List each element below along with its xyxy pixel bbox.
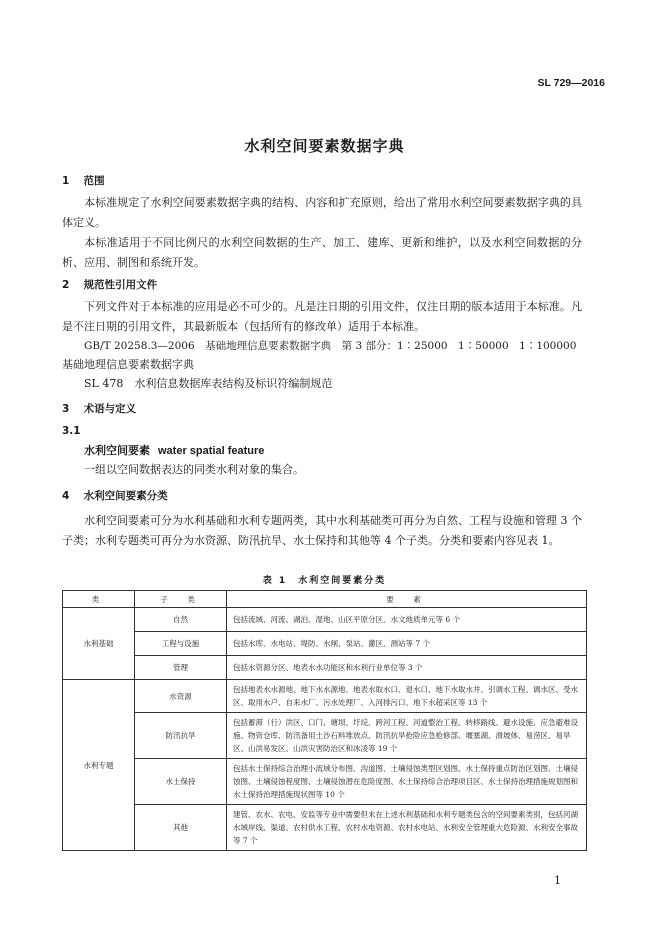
term-entry bbox=[62, 441, 624, 461]
section-2-heading bbox=[62, 277, 157, 292]
subsection-3-1: 3.1 bbox=[62, 425, 81, 437]
term-definition: 一组以空间数据表达的同类水利对象的集合。 bbox=[84, 463, 304, 476]
subcategory-cell: 其他 bbox=[135, 805, 227, 851]
section-4-heading bbox=[62, 488, 168, 503]
elements-cell: 包括地表水水源地、地下水水源地、地表水取水口、退水口、地下水取水井、引调水工程、调水区、受水区、取用水户、自来水厂、污水处理厂、入河排污口、地下水超采区等 13 个 bbox=[227, 680, 587, 713]
elements-cell: 包括蓄滞（行）洪区、口门、塘坝、圩垸、跨河工程、河道整治工程、转移路线、避水设施、应急避难设施、物资仓库、防汛备用土沙石料堆放点、防汛抗旱抢险应急抢修部、堰塞湖、滑坡体、易涝区、易旱区、山洪易发区、山洪灾害防治区和冰凌等 19 个 bbox=[227, 713, 587, 759]
section-number: 4 bbox=[62, 490, 70, 502]
section-title: 术语与定义 bbox=[83, 403, 137, 415]
table-caption: 表 1 水利空间要素分类 bbox=[262, 576, 387, 586]
table-row bbox=[63, 608, 587, 632]
subcategory-cell: 管理 bbox=[135, 656, 227, 680]
table-row bbox=[63, 680, 587, 713]
section-title: 范围 bbox=[83, 175, 105, 187]
section-1-heading bbox=[62, 173, 105, 188]
subcategory-cell: 水资源 bbox=[135, 680, 227, 713]
scope-paragraph-2: 本标准适用于不同比例尺的水利空间数据的生产、加工、建库、更新和维护，以及水利空间数据的分析、应用、制图和系统开发。 bbox=[62, 236, 582, 269]
term-english: water spatial feature bbox=[158, 445, 265, 457]
section-3-heading bbox=[62, 401, 136, 416]
section-title: 规范性引用文件 bbox=[83, 279, 158, 291]
classification-table bbox=[62, 590, 587, 851]
document-title: 水利空间要素数据字典 bbox=[244, 137, 405, 155]
references-intro: 下列文件对于本标准的应用是必不可少的。凡是注日期的引用文件，仅注日期的版本适用于本标准。凡是不注日期的引用文件，其最新版本（包括所有的修改单）适用于本标准。 bbox=[62, 300, 582, 333]
subcategory-cell: 防汛抗旱 bbox=[135, 713, 227, 759]
elements-cell: 建管、农水、农电、安监等专业中需要但未在上述水利基础和水利专题类包含的空间要素类别，包括河湖水域岸线、渠道、农村供水工程、农村水电资源、农村水电站、水利安全管理重大危险源、水利安全事故等 7 个 bbox=[227, 805, 587, 851]
section-number: 3 bbox=[62, 403, 70, 415]
classification-paragraph: 水利空间要素可分为水利基础和水利专题两类，其中水利基础类可再分为自然、工程与设施和管理 3 个子类；水利专题类可再分为水资源、防汛抗旱、水土保持和其他等 4 个子类。分类和要素内容见表 1。 bbox=[62, 514, 582, 547]
section-number: 2 bbox=[62, 279, 70, 291]
header-subcategory: 子 类 bbox=[135, 591, 227, 608]
reference-gbt-20258: GB/T 20258.3—2006 基础地理信息要素数据字典 第 3 部分：1∶25000 1∶50000 1∶100000 bbox=[84, 340, 577, 352]
document-code: SL 729—2016 bbox=[537, 77, 605, 89]
table-row bbox=[63, 632, 587, 656]
header-elements: 要 素 bbox=[227, 591, 587, 608]
elements-cell: 包括水土保持综合治理小流域分布图、沟道图、土壤侵蚀类型区划图、水土保持重点防治区划图、土壤侵蚀图、土壤侵蚀程度图、土壤侵蚀潜在危险度图、水土保持综合治理项目区、水土保持治理措施规划图和水土保持治理措施现状图等 10 个 bbox=[227, 759, 587, 805]
subcategory-cell: 工程与设施 bbox=[135, 632, 227, 656]
category-cell: 水利基础 bbox=[63, 608, 135, 680]
table-row bbox=[63, 759, 587, 805]
table-header-row bbox=[63, 591, 587, 608]
table-row bbox=[63, 713, 587, 759]
table-row bbox=[63, 805, 587, 851]
term-chinese: 水利空间要素 bbox=[84, 444, 150, 457]
reference-gbt-20258-cont: 基础地理信息要素数据字典 bbox=[62, 358, 194, 371]
table-row bbox=[63, 656, 587, 680]
elements-cell: 包括流域、河流、湖泊、湿地、山区平原分区、水文地质单元等 6 个 bbox=[227, 608, 587, 632]
subcategory-cell: 水土保持 bbox=[135, 759, 227, 805]
reference-sl-478: SL 478 水利信息数据库表结构及标识符编制规范 bbox=[84, 377, 333, 390]
elements-cell: 包括水资源分区、地表水水功能区和水利行业单位等 3 个 bbox=[227, 656, 587, 680]
elements-cell: 包括水库、水电站、堤防、水闸、泵站、灌区、测站等 7 个 bbox=[227, 632, 587, 656]
subcategory-cell: 自然 bbox=[135, 608, 227, 632]
header-category: 类 bbox=[63, 591, 135, 608]
section-title: 水利空间要素分类 bbox=[83, 490, 168, 502]
page-number: 1 bbox=[554, 874, 561, 887]
category-cell: 水利专题 bbox=[63, 680, 135, 851]
section-number: 1 bbox=[62, 175, 70, 187]
scope-paragraph-1: 本标准规定了水利空间要素数据字典的结构、内容和扩充原则，给出了常用水利空间要素数据字典的具体定义。 bbox=[62, 196, 582, 229]
